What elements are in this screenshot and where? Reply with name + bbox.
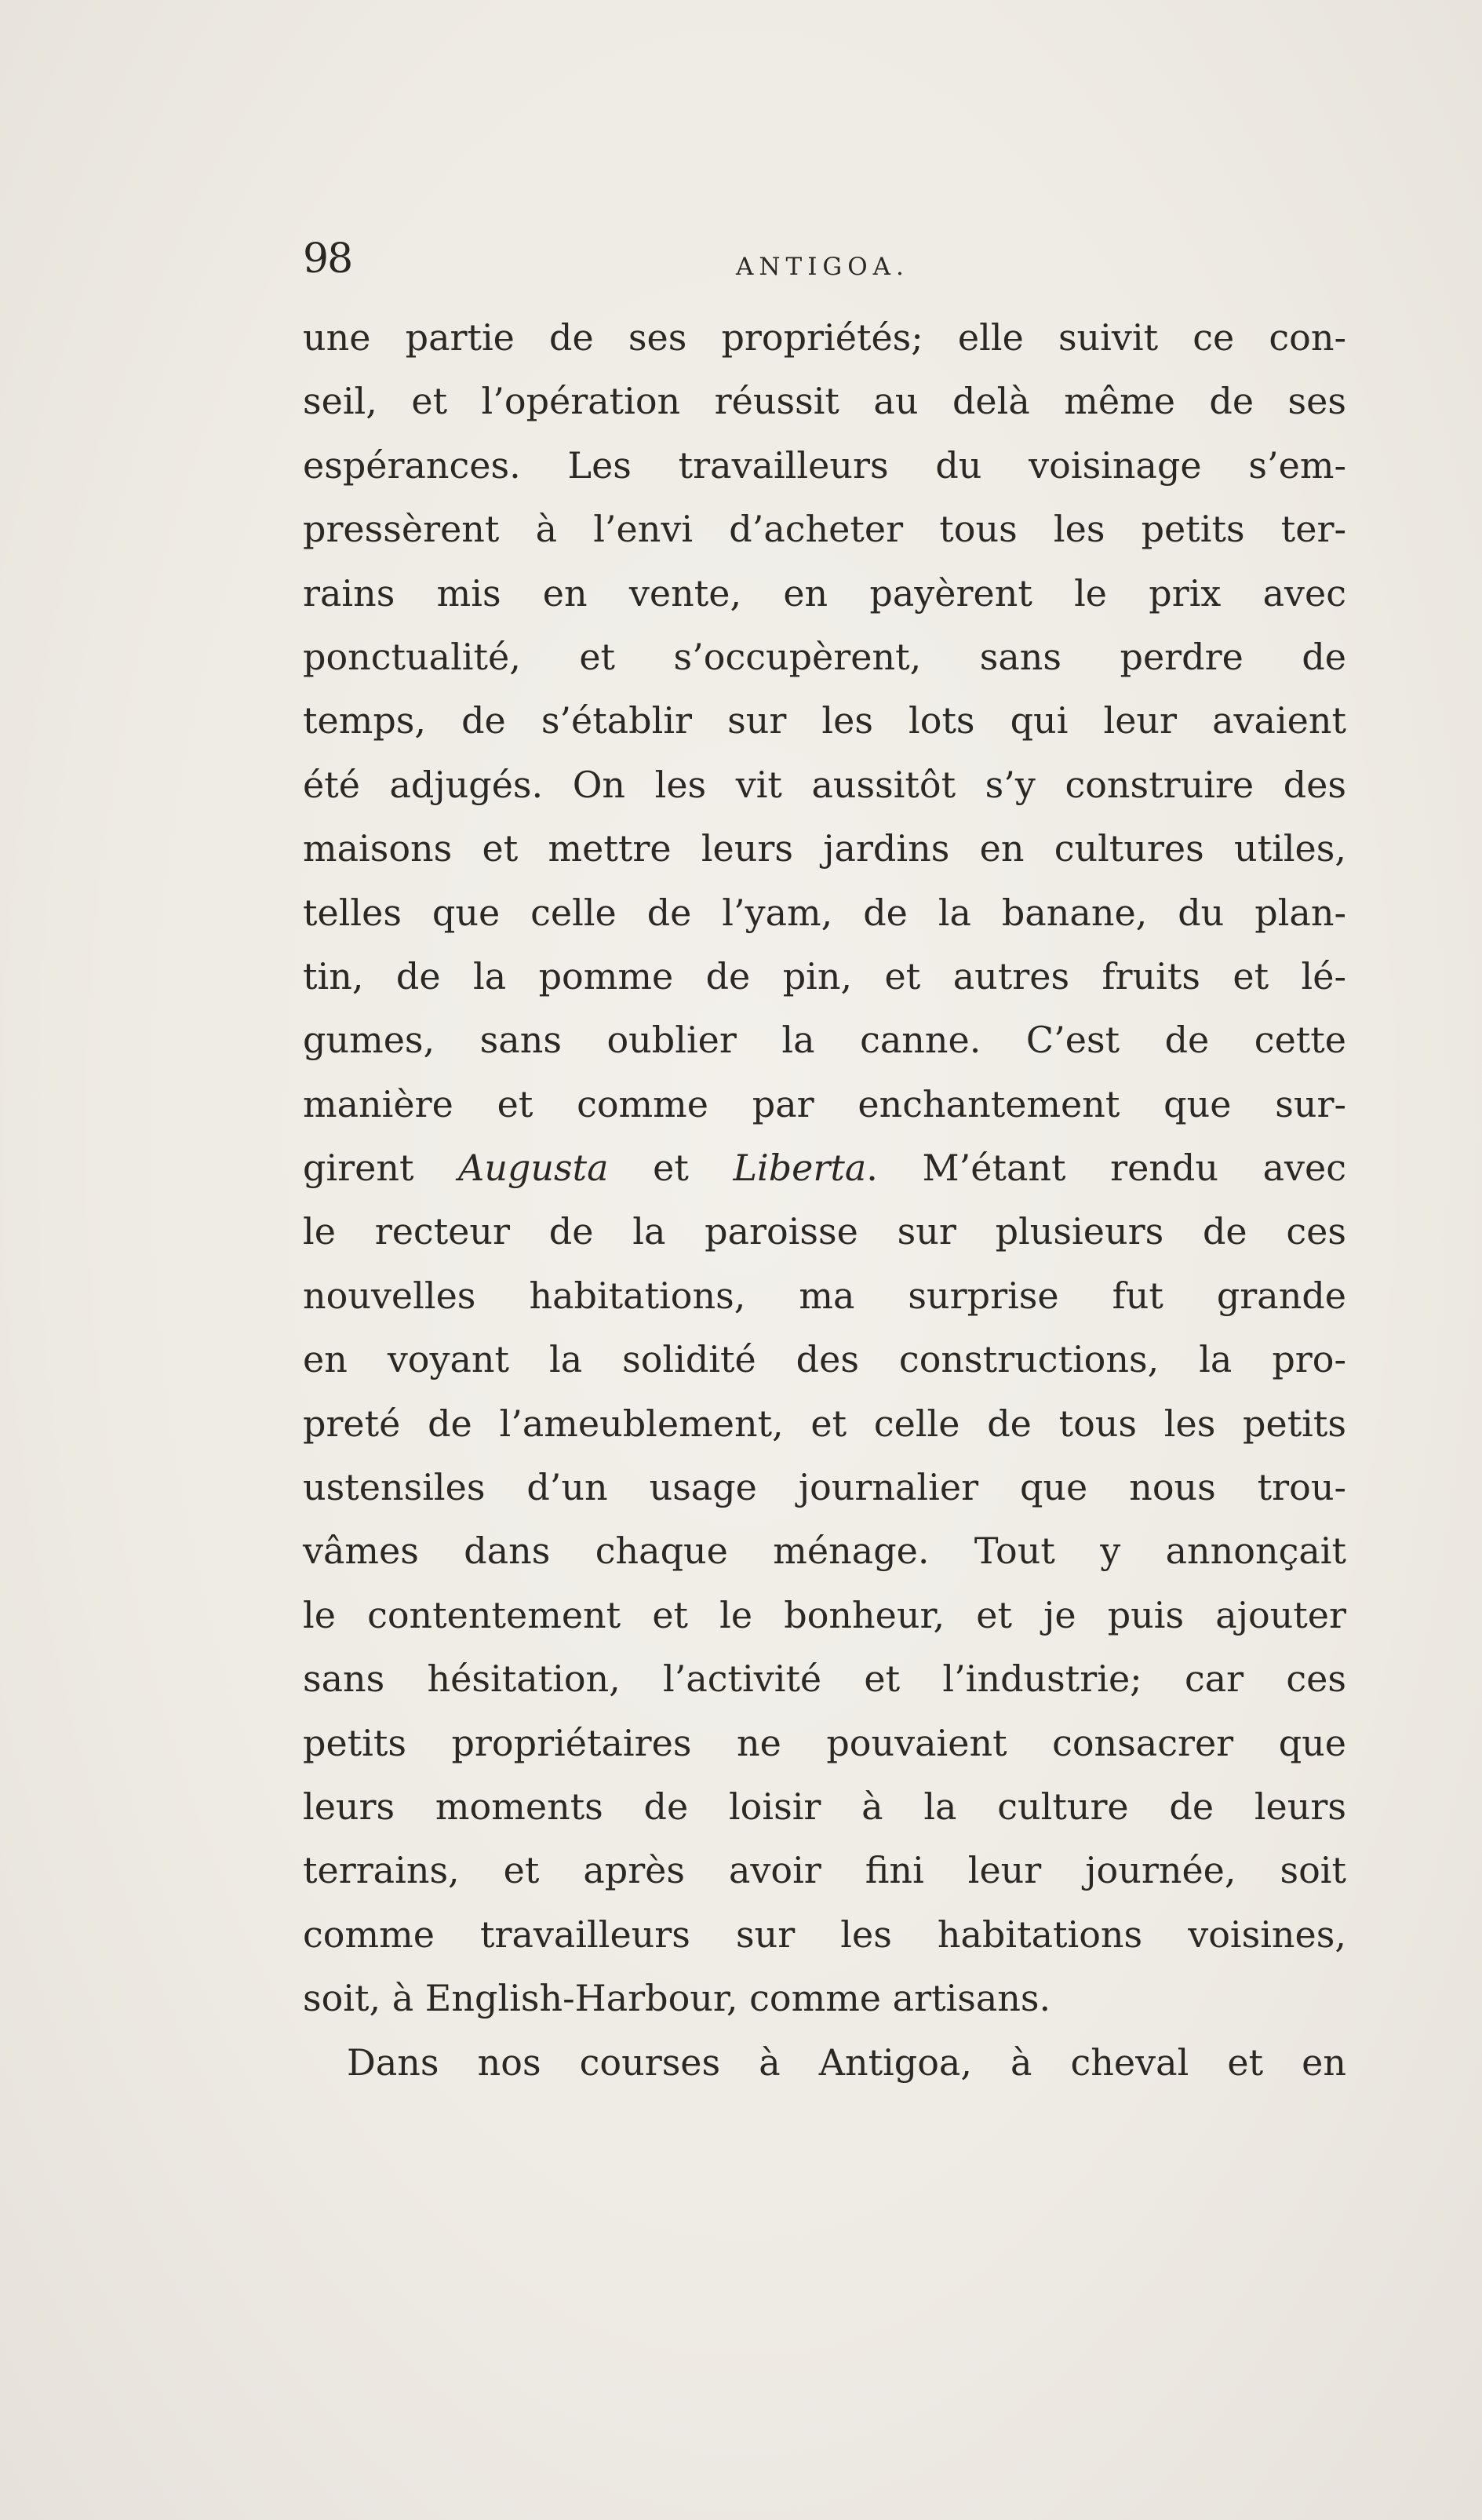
text-line: temps, de s’établir sur les lots qui leur avaient [303, 699, 1346, 742]
paragraph-start-line: Dans nos courses à Antigoa, à cheval et en [347, 2040, 1346, 2084]
text-line: en voyant la solidité des constructions, la pro- [303, 1338, 1346, 1381]
text-line: preté de l’ameublement, et celle de tous les petits [303, 1402, 1346, 1445]
text-line: espérances. Les travailleurs du voisinage s’em- [303, 443, 1346, 487]
text-line: telles que celle de l’yam, de la banane, du plan- [303, 891, 1346, 934]
text-line: ustensiles d’un usage journalier que nous trou- [303, 1466, 1346, 1509]
text-line: été adjugés. On les vit aussitôt s’y construire des [303, 763, 1346, 806]
text-line-with-italics [303, 1136, 1346, 1200]
text-line: comme travailleurs sur les habitations voisines, [303, 1913, 1346, 1956]
text-fragment: girent [303, 1147, 459, 1190]
text-line: ponctualité, et s’occupèrent, sans perdre de [303, 635, 1346, 678]
text-line: rains mis en vente, en payèrent le prix avec [303, 571, 1346, 615]
text-fragment: . M’étant rendu avec [866, 1147, 1346, 1190]
page-header [303, 235, 1346, 298]
text-line: gumes, sans oublier la canne. C’est de cette [303, 1019, 1346, 1062]
text-line: pressèrent à l’envi d’acheter tous les petits ter- [303, 508, 1346, 551]
text-fragment: et [608, 1147, 734, 1190]
text-line: maisons et mettre leurs jardins en cultures utiles, [303, 827, 1346, 870]
text-line: tin, de la pomme de pin, et autres fruits et lé- [303, 954, 1346, 997]
italic-place-name-augusta: Augusta [458, 1147, 609, 1190]
text-line: terrains, et après avoir fini leur journée, soit [303, 1849, 1346, 1892]
text-line: leurs moments de loisir à la culture de leurs [303, 1785, 1346, 1828]
paragraph-end-line: soit, à English-Harbour, comme artisans. [303, 1977, 1051, 2020]
text-line: nouvelles habitations, ma surprise fut grande [303, 1274, 1346, 1317]
running-head: ANTIGOA. [736, 253, 909, 281]
text-line: le contentement et le bonheur, et je puis ajouter [303, 1593, 1346, 1636]
italic-place-name-liberta: Liberta [733, 1147, 867, 1190]
text-line: vâmes dans chaque ménage. Tout y annonçait [303, 1530, 1346, 1573]
page-number: 98 [303, 235, 352, 283]
text-line: petits propriétaires ne pouvaient consacrer que [303, 1721, 1346, 1764]
body-text [303, 306, 1346, 2095]
text-line: une partie de ses propriétés; elle suivit ce con- [303, 316, 1346, 359]
text-line: le recteur de la paroisse sur plusieurs de ces [303, 1210, 1346, 1253]
text-line: seil, et l’opération réussit au delà même de ses [303, 380, 1346, 423]
text-line: manière et comme par enchantement que sur- [303, 1082, 1346, 1125]
text-line: sans hésitation, l’activité et l’industrie; car ces [303, 1658, 1346, 1701]
